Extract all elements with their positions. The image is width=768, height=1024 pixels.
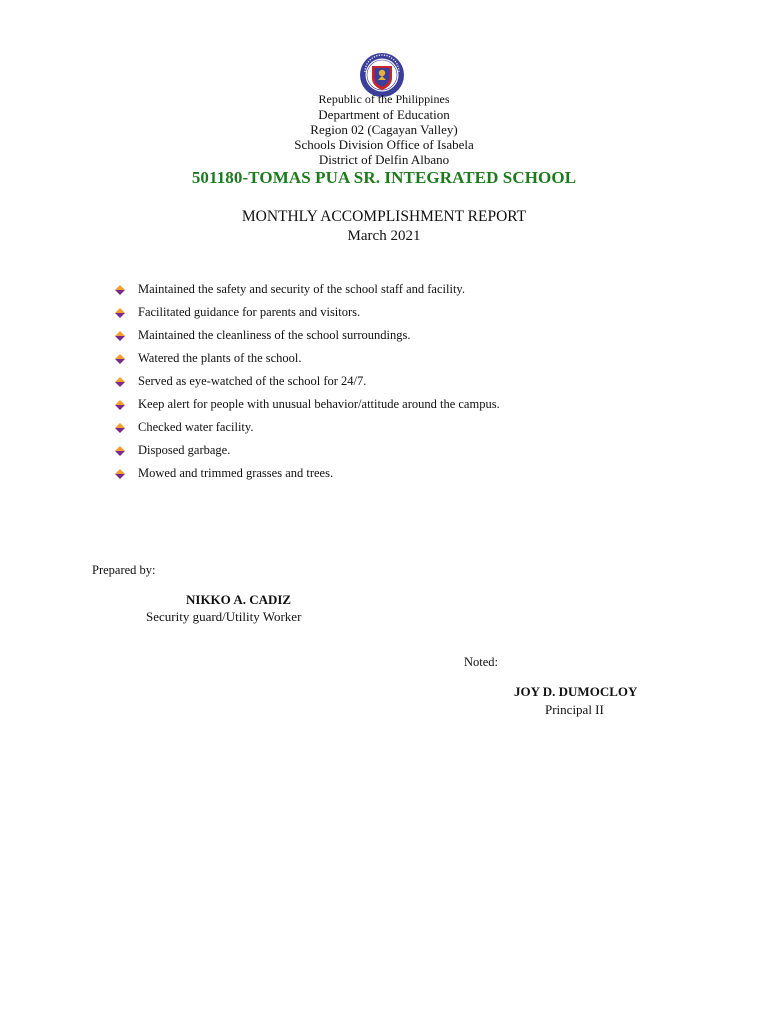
region-line: Region 02 (Cagayan Valley) [310,122,458,137]
report-period: March 2021 [347,228,421,244]
department-line: Department of Education [318,107,450,122]
arrow-bullet-icon [114,399,126,411]
arrow-bullet-icon [114,353,126,365]
accomplishment-text: Keep alert for people with unusual behavior/attitude around the campus. [138,397,500,411]
accomplishment-text: Watered the plants of the school. [138,351,302,365]
arrow-bullet-icon [114,330,126,342]
noter-role: Principal II [545,702,604,717]
accomplishment-text: Checked water facility. [138,420,254,434]
list-item [114,462,500,485]
accomplishment-text: Served as eye-watched of the school for 24/7. [138,374,367,388]
preparer-name: NIKKO A. CADIZ [186,592,292,607]
division-line: Schools Division Office of Isabela [294,137,474,152]
list-item [114,347,500,370]
accomplishment-text: Maintained the cleanliness of the school surroundings. [138,328,411,342]
list-item [114,301,500,324]
list-item [114,439,500,462]
list-item [114,370,500,393]
arrow-bullet-icon [114,468,126,480]
list-item [114,416,500,439]
school-name: 501180-TOMAS PUA SR. INTEGRATED SCHOOL [191,168,577,187]
preparer-role: Security guard/Utility Worker [146,609,302,624]
arrow-bullet-icon [114,284,126,296]
republic-line: Republic of the Philippines [318,92,450,106]
arrow-bullet-icon [114,445,126,457]
accomplishment-text: Facilitated guidance for parents and visitors. [138,305,361,319]
letterhead [0,92,768,167]
arrow-bullet-icon [114,307,126,319]
list-item [114,324,500,347]
report-title: MONTHLY ACCOMPLISHMENT REPORT [241,208,527,225]
arrow-bullet-icon [114,376,126,388]
list-item [114,278,500,301]
accomplishment-text: Mowed and trimmed grasses and trees. [138,466,334,480]
prepared-by-label: Prepared by: [92,563,156,577]
list-item [114,393,500,416]
accomplishment-text: Disposed garbage. [138,443,231,457]
arrow-bullet-icon [114,422,126,434]
noted-label: Noted: [464,655,499,669]
district-line: District of Delfin Albano [318,152,450,167]
accomplishment-list [114,278,500,485]
accomplishment-text: Maintained the safety and security of the school staff and facility. [138,282,465,296]
noter-name: JOY D. DUMOCLOY [514,684,638,699]
